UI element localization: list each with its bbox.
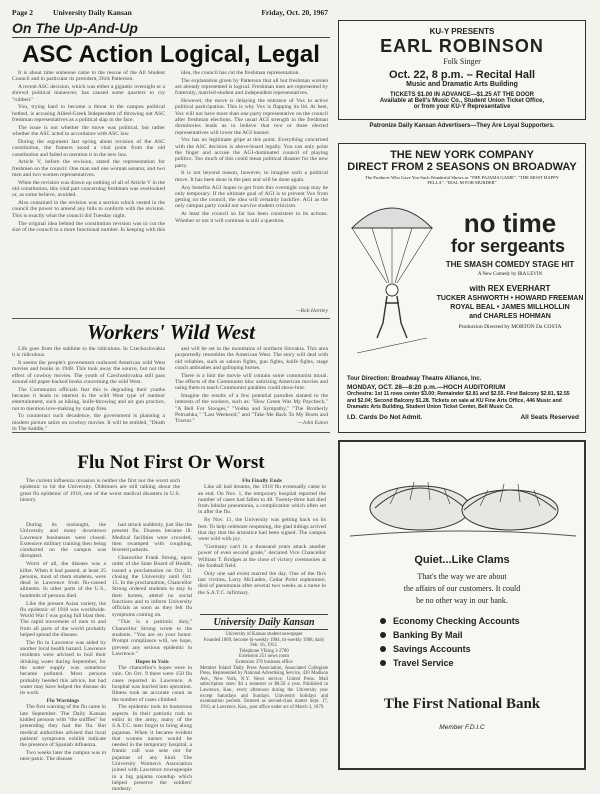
paragraph: During the argument last spring about revision of the ASC constitution, the framers stood a vital point from the old constitution and failed to mention it in the new law. [12,138,165,158]
play-cast-line: and CHARLES HOHMAN [469,313,551,320]
ad-presenter: KU-Y PRESENTS [429,27,495,36]
flu-column-2b [112,522,192,793]
play-cast-line: ROYAL BEAL • JAMES MILLHOLLIN [450,304,570,311]
bank-service-item [380,630,570,640]
bullet-icon [380,660,386,666]
section-title: On The Up-And-Up [12,20,330,38]
masthead [200,614,328,782]
ad-availability-1: Available at Bell's Music Co., Student Union Ticket Office, [379,98,545,104]
masthead-text [200,632,328,782]
ad-first-national-bank [338,440,586,770]
play-title-line-2: for sergeants [450,236,566,256]
ad-event-time: Oct. 22, 8 p.m. – Recital Hall [388,69,536,81]
asc-signature: —Bob Hartley [295,308,328,314]
paragraph: You, trying hard to become a threat in the campus political hotbed, is accusing Allied-Greek Independent of throwing out ASC freshman representatives as a political slap in the face. [12,104,165,124]
masthead-line: Telephone VIking 3-2700 [239,648,289,654]
running-head [12,8,328,17]
ad-availability-2: or from your KU-Y Representative [413,104,511,110]
paragraph: Also contained in the revision was a section which vested in the council the power to amend any bills to conform with the revision. This is exactly what the council did Tuesday night. [12,200,165,219]
paragraph: It seems the people's government outlawed American wild West movies and books in 1948. This took away the source, but not the effect of cowboy movies. The youth of Czechoslovakia still pass around old paper-backed books concerning the wild West. [12,360,165,385]
play-reserved-note: All Seats Reserved [520,413,579,421]
play-tour: Tour Direction: Broadway Theatre Alliance, Inc. [347,376,482,382]
play-author: A New Comedy by IRA LEVIN [477,272,543,277]
paragraph: The original idea behind the constitution revision was to cut the size of the council to a more functional number. In keeping with this [12,220,166,233]
paragraph: The explanation given by Patterson that all but freshman women are already represented is logical. Freshman men are represented by fraternity, married-student and independent representatives. [175,77,328,97]
bank-member-note: Member F.D.I.C [439,724,485,731]
ad-ticket-prices: TICKETS $1.00 IN ADVANCE—$1.25 AT THE DOOR [389,92,535,98]
paragraph: Chancellor Frank Strong, upon order of the State Board of Health, issued a proclamation on Oct. 11 closing the University until Oct. 15. In the proclamation, Chancellor Strong ordered students to stay in their homes, attend no social functions and to inform University officials as soon as they felt flu symptoms coming on. [112,554,192,618]
bullet-icon [380,632,386,638]
asc-headline: ASC Action Logical, Legal [22,41,320,68]
paragraph: By Nov. 11, the University was getting back on its feet. To help celebrate reopening, the glad tidings arrived that day that the armistice had been signed. The campus went wild with joy. [198,517,326,543]
ad-venue: Music and Dramatic Arts Building [406,81,518,88]
masthead-line: Extension 251 news room [239,654,289,660]
bank-services-list [380,612,570,672]
bank-copy-line: That's the way we are about [417,572,507,581]
parachute-illustration [347,188,437,358]
flu-subhead: Hopes in Vain [135,658,169,665]
flu-lead: The current influenza invasion is neither the first nor the worst such epidemic to hit the University. Oldtimers are still talking about the great flu epidemic of 1918, one of the worst medical disasters in U.S. history. [20,478,180,503]
paragraph: Like the present Asian variety, the flu epidemic of 1918 was worldwide. World War I was going full blast then. The rapid movement of men to and from all parts of the world probably helped spread the disease. [20,600,106,639]
paragraph: Two weeks later the campus was in near-panic. The disease [20,749,106,763]
bank-service-item [380,616,570,626]
play-cast-line: TUCKER ASHWORTH • HOWARD FREEMAN [436,295,584,302]
bank-service-label: Economy Checking Accounts [393,616,520,626]
masthead-line: Founded 1889, become bi-weekly 1904, tri-weekly 1908, daily Feb. 16, 1912. [203,637,325,649]
paragraph: However, the move is delaying the entrance of Vox to active political participation. This is why Vox is flapping its lid. At best, Vox will not have more than one party representative on the council after freshman elections. The usual AGI strength in the freshman dormitories leads us to believe that two or three elected representatives will lower the AGI banner. [175,98,328,136]
bank-service-item [380,658,570,668]
paragraph: It is about time someone came to the rescue of the All Student Council and in particular its president, Dick Patterson. [12,70,165,83]
paragraph: There is a hint the movie will contain some communist moral. The effects of the Communist bloc satirizing American movies and using them to teach Communist parables could show-hint. [175,372,328,392]
paragraph: Life goes from the sublime to the ridiculous. In Czechoslovakia it is ridiculous. [12,346,165,359]
paragraph: A recent ASC decision, which was either a gigantic oversight or a shrewd political maneuver, has caused some quarters to cry "rubbed." [12,84,165,103]
paragraph: Imagine the results of a few potential parodies slanted to the interests of the workers, such as: "How Green Was My Paycheck," "A Bell For Stooges," "Vodka and Sympathy," "The Brotherly Petrushka," "Last Weekend," and "Take Me Back To My Boots and Tractor." [175,393,328,425]
paragraph: and will be set in the mountains of northern Slovakia. This area purportedly resembles the American West. The story will deal with old reliables, such as saloon fights, gun fights, knife fights, stage coach ambushes and galloping horses. [175,346,328,371]
paragraph: The first warning of the flu came in late September. The Daily Kansan kidded persons with "the sniffles" for pretending they had the flu. But medical authorities advised that local patients' symptoms exhibit indicate the presence of Spanish influenza. [20,704,106,749]
play-date: MONDAY, OCT. 28—8:20 p.m.—HOCH AUDITORIUM [347,384,506,391]
asc-column-2 [175,70,328,310]
play-cast-lead: with REX EVERHART [469,284,551,293]
flu-column-3 [198,478,326,612]
flu-subhead: Flu Warnings [46,698,80,705]
play-tagline: THE SMASH COMEDY STAGE HIT [445,260,575,269]
paragraph: The epidemic took its humorous aspects. In their patriotic rush to enlist in the army, many of the S.A.T.C. men forgot to bring along pajamas. When it became evident that women nurses would be needed in the temporary hospital, a frantic call was sent out for pajamas of any kind. The University Women's Association joined with Lawrence townspeople in a big pajama roundup which helped preserve the soldiers' modesty. [112,704,192,793]
bank-copy-line: the affairs of our customers. It could [403,584,521,593]
play-prices: Orchestra: 1st 11 rows center $3.00; Remainder $2.81 and $2.55. First Balcony $2.81, $2.55 and $2.04; Second Balcony $1.28. Tickets on sale at KU Fine Arts Office, 446 Music and Dramatic Arts Building, Student Union Ticket Center, Bell Music Co. [347,391,570,411]
page-number: Page 2 [12,8,34,17]
play-origin: DIRECT FROM 2 SEASONS ON BROADWAY [347,161,577,173]
asc-column-1 [12,70,165,318]
masthead-title: University Daily Kansan [200,617,328,630]
paragraph: idea, the council has cut the freshman representation. [181,70,300,76]
paragraph: "This is a patriotic duty," Chancellor Strong wrote to the students. "You are on your honor. Prompt compliance will, we hope, prevent any serious epidemic in Lawrence." [112,619,192,657]
play-details [347,376,579,421]
masthead-line: Member Inland Daily Press Association, Associated Collegiate Press, Represented by National Advertising Service, 420 Madison Ave., New York, N.Y. News service: United Press. Mail subscription rates: $4 a semester or $8.50 a year. Published in Lawrence, Kan., every afternoon during the University year except Saturdays and Sundays. University holidays and examination periods. Entered as second-class matter Sept. 17, 1910, at Lawrence, Kan., post office under act of March 3, 1879. [200,665,328,710]
bank-name: The First National Bank [383,696,541,712]
paragraph: The flu in Lawrence was aided by another local health hazard. Lawrence residents were advised to boil their drinking water during September, for the water supply was somehow became polluted. Most persons probably heeded this advice, but had water may have helped the disease do its work. [20,639,106,697]
paragraph: When the revision was drawn up nothing of all of Article V in the old constitution, this vital part concerning freshmen was overlooked or, as some believe, avoided. [12,179,165,199]
bank-service-label: Travel Service [393,658,454,668]
ad-performer-name: EARL ROBINSON [380,36,544,56]
ad-no-time-for-sergeants [338,143,586,433]
paragraph: had struck suddenly, just like the present flu. Dozens became ill. Medical facilities were crowded, then swamped with coughing, fevered patients. [112,522,192,554]
bullet-icon [380,646,386,652]
paragraph: Worst of all, the disease was a killer. When it had passed, at least 25 persons, most of them students, were dead in Lawrence from flu-caused ailments. In other parts of the U.S., hundreds of persons died. [20,561,106,599]
bank-service-label: Savings Accounts [393,644,471,654]
play-cast-list [435,294,585,321]
flu-subhead: Flu Finally Ends [242,478,282,484]
bank-service-label: Banking By Mail [393,630,463,640]
paragraph: Article V, before the revision, stated the representation for freshmen on the council: One man and one woman senator, and two men and two women representatives. [12,159,165,178]
paragraph: Any benefits AGI hopes to get from this overnight coup may be only temporary. If the ultimate goal of AGI is to prevent Vox from getting on the council, the idea will certainly backfire. AGI as the only campus party could not survive student criticism. [175,184,328,210]
masthead-line: Extension 376 business office [235,659,293,665]
ad-earl-robinson [338,20,586,120]
paragraph: "Germany can't in a thousand years attack another power of even second grade," declared Vice Chancellor William T. Bridges at the close of victory ceremonies at the football field. [198,543,326,569]
paragraph: To counteract such decadence, the government is planning a modern picture satire on cowboy movies. It will be entitled, "Death In The Saddle," [12,413,165,433]
paragraph: The chancellor's hopes were in vain. On Oct. 9 there were 150 flu cases reported in Lawrence. A hospital was hurried into operation. Illness took an accurate count as the number of cases climbed. [112,665,192,703]
workers-column-1 [12,346,165,433]
clam-illustration [350,448,576,542]
paragraph: It is not beyond reason, however, to imagine such a political move. It has been done in the past and will be done again. [175,170,328,183]
workers-signature: —John Eaton [297,420,328,426]
paragraph: Only one sad event marred the day. One of the flu's last victims, Larry McLaden, Cedar Point sophomore, died of pneumonia after several two weeks as a nurse in the S.A.T.C. infirmary. [198,570,326,596]
patronize-line: Patronize Daily Kansan Advertisers—They Are Loyal Supporters. [369,123,555,129]
divider [12,432,330,433]
issue-date: Friday, Oct. 20, 1967 [261,8,328,17]
flu-headline: Flu Not First Or Worst [77,452,265,473]
play-id-note: I.D. Cards Do Not Admit. [347,413,423,421]
paragraph: The issue is not whether the move was political, but rather whether the ASC acted in accordance with ASC law. [12,124,165,138]
paragraph: At least the council so far has been consistent in its actions. Whether or not it will continue is still a question. [175,211,328,224]
play-company: THE NEW YORK COMPANY [390,149,534,161]
paper-name: University Daily Kansan [53,8,132,17]
bank-copy-line: be no other way in our bank. [416,596,508,605]
play-director: Production Directed by MORTON Da COSTA [458,324,562,330]
paragraph: Like all bad dreams, the 1918 flu eventually came to an end. On Nov. 1, the temporary hospital reported the number of cases had fallen to 48. Twenty-three had died from lobular pneumonia, a complication which often set in after the flu. [198,484,326,516]
bank-service-item [380,644,570,654]
masthead-line: University of Kansas student newspaper [225,632,303,637]
divider [12,318,330,319]
ad-performer-role: Folk Singer [443,57,481,66]
bank-headline: Quiet...Like Clams [414,554,510,566]
workers-headline: Workers' Wild West [86,320,256,344]
paragraph: Vox has no legitimate gripe at this point. Everything concerned with the ASC decision is above-board legally. You can only point the finger and accuse the AGI-dominated council of playing politics. Too much of this could mean political disaster for the new party. [175,137,328,169]
play-blurb: The Producer Who Gave You Such Wonderful Shows as "THE PAJAMA GAME", "THE MOST HAPPY FELLA", "DIAL M FOR MURDER" [365,175,559,186]
bullet-icon [380,618,386,624]
paragraph: The Communist officials fear this is degrading their youths because it leads to interest in the wild West type of outdoor entertainment, such as hiking, knife-throwing and air gun practice, not to mention love-making by camp fires. [12,386,165,412]
paragraph: During its onslaught, the University and many downtown Lawrence businesses were closed. Extensive military training then being conducted on the campus was disrupted. [20,522,106,560]
flu-column-1 [20,522,106,784]
play-title-line-1: no time [463,208,557,238]
